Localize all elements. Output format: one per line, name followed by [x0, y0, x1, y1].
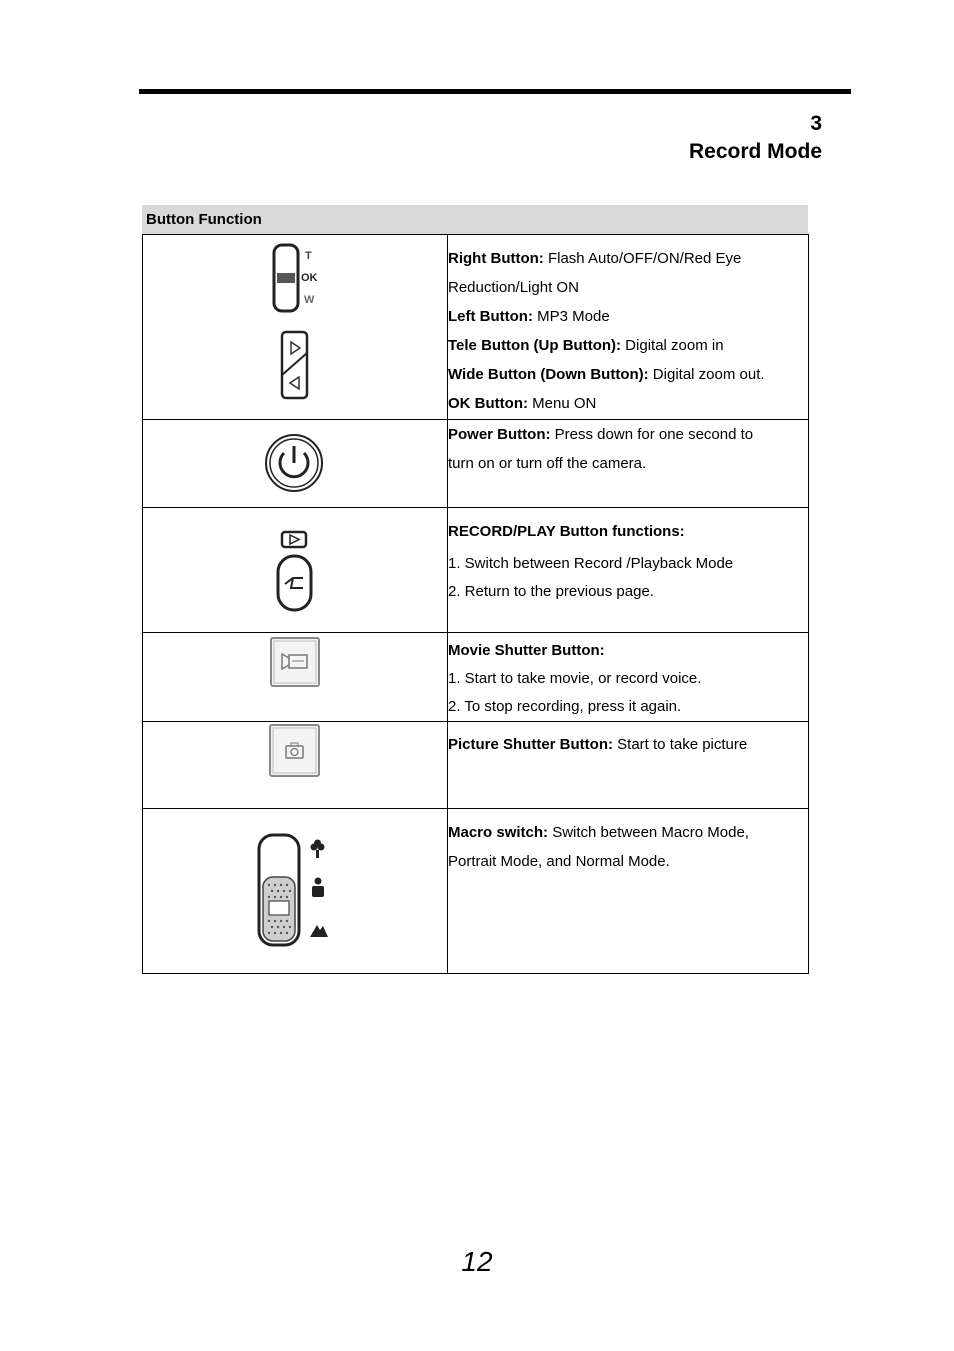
chapter-number: 3	[810, 112, 822, 135]
picture-shutter-button-icon	[143, 722, 447, 808]
icon-cell	[143, 809, 448, 974]
item-label: Power Button:	[448, 426, 551, 443]
ok-label: OK	[301, 272, 318, 284]
table-row	[143, 508, 809, 633]
description-cell	[448, 809, 809, 974]
item-text: Menu ON	[527, 395, 597, 412]
top-rule	[139, 89, 851, 94]
button-function-table	[142, 234, 809, 974]
item-text: MP3 Mode	[532, 308, 610, 325]
movie-shutter-button-icon	[143, 633, 447, 718]
icon-cell	[143, 633, 448, 722]
item-label: Tele Button (Up Button):	[448, 337, 622, 354]
item-text: 1. Start to take movie, or record voice.	[448, 670, 702, 687]
item-text: 1. Switch between Record /Playback Mode	[448, 555, 734, 572]
macro-switch-icon	[143, 809, 447, 973]
item-text: Switch between Macro Mode,	[548, 824, 749, 841]
table-header: Button Function	[142, 205, 808, 234]
item-label: OK Button:	[448, 395, 528, 412]
item-label: Left Button:	[448, 308, 533, 325]
description-cell	[448, 722, 809, 809]
wide-label: W	[304, 294, 315, 306]
item-label: Movie Shutter Button:	[448, 642, 605, 659]
item-text: Portrait Mode, and Normal Mode.	[448, 853, 670, 870]
table-row	[143, 722, 809, 809]
table-row	[143, 809, 809, 974]
item-label: Picture Shutter Button:	[448, 736, 613, 753]
icon-cell	[143, 722, 448, 809]
item-text: Digital zoom in	[621, 337, 724, 354]
item-text: Reduction/Light ON	[448, 279, 579, 296]
chapter-title: Record Mode	[688, 140, 822, 163]
item-label: Right Button:	[448, 250, 544, 267]
description-cell	[448, 235, 809, 420]
item-text: Flash Auto/OFF/ON/Red Eye	[543, 250, 742, 267]
table-row	[143, 420, 809, 508]
item-text: turn on or turn off the camera.	[448, 455, 647, 472]
item-text: Digital zoom out.	[648, 366, 765, 383]
tele-label: T	[305, 250, 312, 262]
description-cell	[448, 420, 809, 508]
item-label: Wide Button (Down Button):	[448, 366, 649, 383]
power-button-icon	[143, 420, 447, 507]
table-row	[143, 235, 809, 420]
table-row	[143, 633, 809, 722]
description-cell	[448, 508, 809, 633]
icon-cell	[143, 235, 448, 420]
icon-cell	[143, 508, 448, 633]
description-cell	[448, 633, 809, 722]
page-number: 12	[461, 1246, 493, 1277]
item-text: 2. To stop recording, press it again.	[448, 698, 682, 715]
chapter-heading	[689, 111, 822, 167]
record-play-button-icon	[143, 508, 447, 632]
zoom-rocker-and-arrow-buttons-icon	[143, 235, 447, 419]
item-label: RECORD/PLAY Button functions:	[448, 523, 685, 540]
item-text: 2. Return to the previous page.	[448, 583, 654, 600]
item-text: Start to take picture	[613, 736, 748, 753]
item-text: Press down for one second to	[550, 426, 754, 443]
icon-cell	[143, 420, 448, 508]
item-label: Macro switch:	[448, 824, 549, 841]
